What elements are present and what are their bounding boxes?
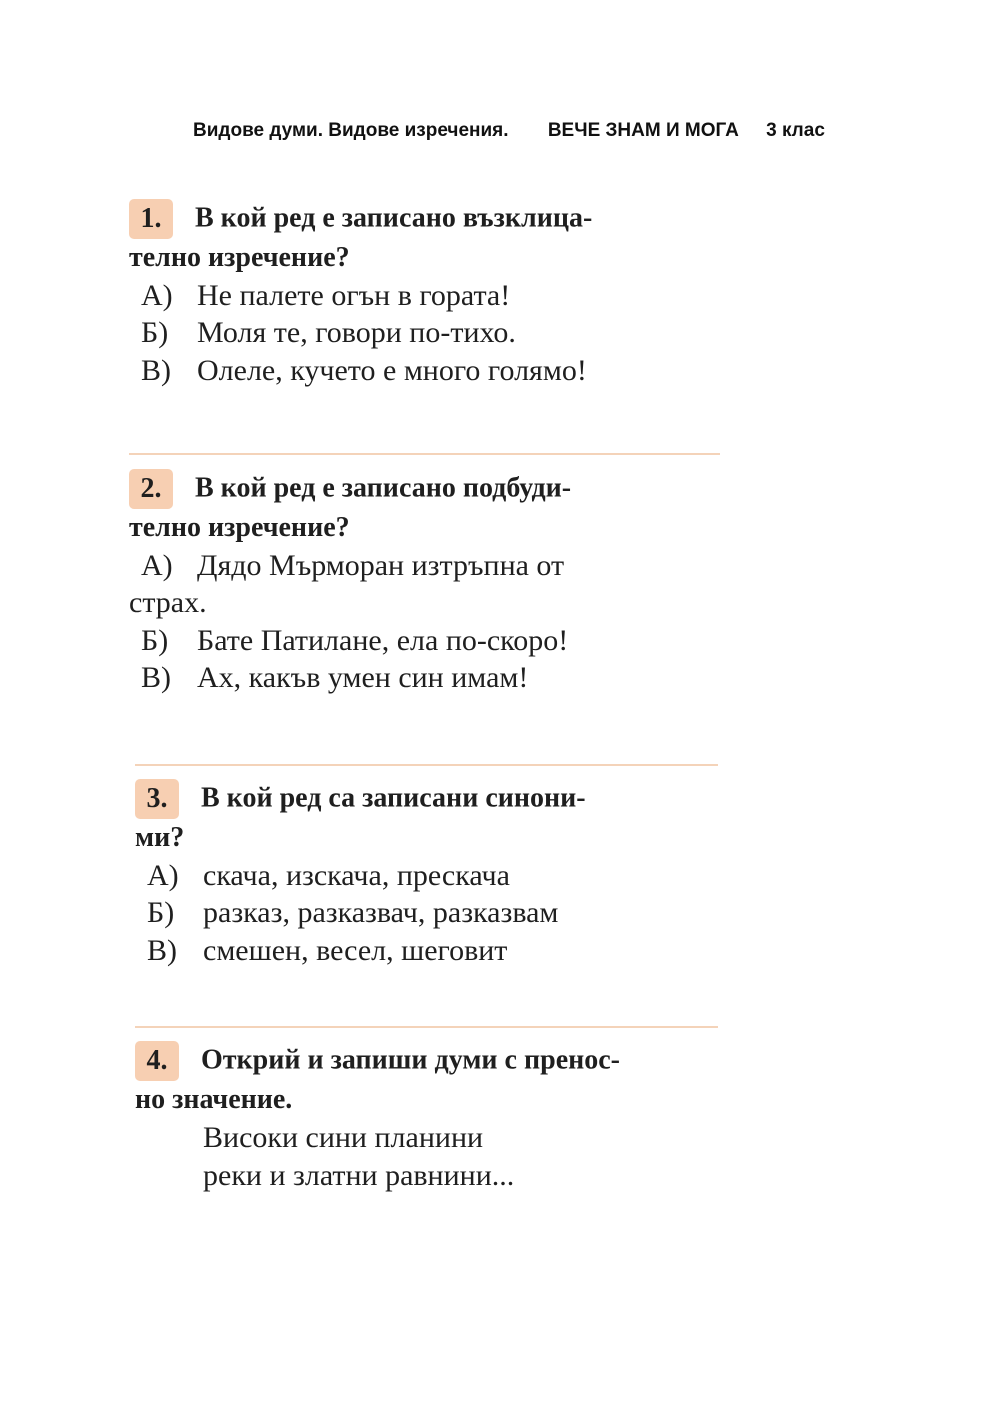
task-2-option-a-continuation: страх. [129,586,207,620]
task-1-question-line-1: 1. В кой ред е записано възклица- [129,198,592,239]
task-3-question-line-2: ми? [135,821,185,853]
worksheet-title: Видове думи. Видове изречения. [193,120,509,141]
task-1 [129,198,592,389]
task-2 [129,468,571,697]
task-4-poem-line-2: реки и златни равнини... [203,1158,515,1192]
task-1-option-b[interactable]: Б) Моля те, говори по-тихо. [141,316,516,350]
task-3-question-line-1: 3. В кой ред са записани синони- [135,778,586,819]
task-4 [135,1040,620,1195]
task-2-option-a[interactable]: А) Дядо Мърморан изтръпна от [141,548,565,582]
task-2-question-line-1: 2. В кой ред е записано подбуди- [129,468,571,509]
task-2-question-line-2: телно изречение? [129,511,350,543]
task-2-option-c[interactable]: В) Ах, какъв умен син имам! [141,661,529,695]
task-1-number-badge: 1. [129,199,173,239]
task-4-question-line-2: но значение. [135,1083,293,1115]
task-3-option-a[interactable]: А) скача, изскача, прескача [147,858,510,892]
task-2-option-b[interactable]: Б) Бате Патилане, ела по-скоро! [141,623,569,657]
task-1-question-line-2: телно изречение? [129,241,350,273]
task-1-option-a[interactable]: А) Не палете огън в гората! [141,278,511,312]
task-4-question-line-1: 4. Открий и запиши думи с пренос- [135,1040,620,1081]
task-1-option-c[interactable]: В) Олеле, кучето е много голямо! [141,353,587,387]
task-4-number-badge: 4. [135,1041,179,1081]
divider [135,1026,718,1028]
task-4-poem-line-1: Високи сини планини [203,1120,484,1154]
task-3-option-b[interactable]: Б) разказ, разказвач, разказвам [147,896,559,930]
task-3-number-badge: 3. [135,779,179,819]
divider [129,453,720,455]
task-2-number-badge: 2. [129,469,173,509]
grade-label: 3 клас [766,120,825,141]
divider [135,764,718,766]
page-header [193,120,893,142]
task-3 [135,778,586,969]
task-3-option-c[interactable]: В) смешен, весел, шеговит [147,933,508,967]
series-name: ВЕЧЕ ЗНАМ И МОГА [547,120,739,141]
